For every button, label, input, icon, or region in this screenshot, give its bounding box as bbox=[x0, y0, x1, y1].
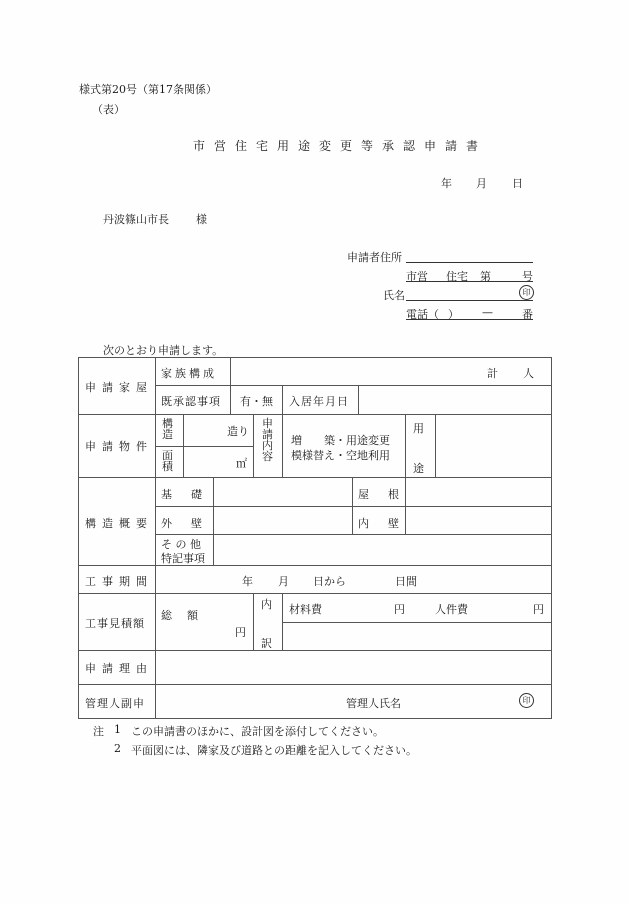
housing-municipal: 市営 bbox=[406, 270, 428, 283]
date-month: 月 bbox=[476, 177, 487, 190]
applicant-address-label: 申請者住所 bbox=[347, 251, 402, 264]
period-label: 工事期間 bbox=[85, 575, 153, 588]
note-1-num: 1 bbox=[114, 723, 121, 736]
labor-label: 人件費 bbox=[435, 603, 468, 616]
use-field[interactable] bbox=[436, 415, 551, 477]
intro-text: 次のとおり申請します。 bbox=[103, 344, 224, 357]
foundation-label: 基 礎 bbox=[161, 488, 206, 501]
phone-ban: 番 bbox=[522, 308, 533, 321]
applicant-address-field[interactable] bbox=[406, 249, 533, 263]
note-2-num: 2 bbox=[114, 742, 121, 755]
other-line1: そ の 他 bbox=[161, 538, 201, 551]
labor-yen: 円 bbox=[533, 603, 544, 616]
interior-wall-label: 内 壁 bbox=[358, 517, 403, 530]
note-2-text: 平面図には、隣家及び道路との距離を記入してください。 bbox=[131, 744, 417, 757]
area-unit: ㎡ bbox=[236, 457, 247, 470]
roof-label: 屋 根 bbox=[358, 488, 403, 501]
family-field[interactable] bbox=[231, 358, 551, 385]
note-1-text: この申請書のほかに、設計図を添付してください。 bbox=[131, 725, 384, 738]
breakdown-top: 内 bbox=[261, 598, 272, 611]
other-line2: 特記事項 bbox=[161, 552, 205, 565]
manager-name-label: 管理人氏名 bbox=[346, 697, 401, 710]
structure-overview-label: 構造概要 bbox=[85, 517, 153, 530]
family-label: 家族構成 bbox=[161, 367, 217, 380]
move-in-label: 入居年月日 bbox=[289, 395, 349, 408]
applicant-name-field[interactable] bbox=[406, 285, 533, 301]
breakdown-bottom: 訳 bbox=[261, 637, 272, 650]
move-in-field[interactable] bbox=[359, 386, 551, 414]
content-line2[interactable]: 模様替え・空地利用 bbox=[291, 449, 390, 462]
foundation-field[interactable] bbox=[214, 478, 352, 506]
total-field[interactable] bbox=[156, 594, 253, 650]
phone-label: 電話（ bbox=[406, 308, 439, 321]
date-day: 日 bbox=[512, 177, 523, 190]
total-yen: 円 bbox=[235, 626, 246, 639]
prior-value[interactable]: 有・無 bbox=[240, 395, 273, 408]
family-unit: 人 bbox=[523, 367, 534, 380]
phone-dash: — bbox=[482, 306, 493, 319]
exterior-wall-label: 外 壁 bbox=[161, 517, 206, 530]
structure-label: 構造 bbox=[162, 417, 173, 441]
housing-go: 号 bbox=[522, 270, 533, 283]
area-label: 面積 bbox=[162, 449, 173, 473]
breakdown-extra-field[interactable] bbox=[283, 623, 551, 650]
property-label: 申請物件 bbox=[85, 440, 153, 453]
content-label: 申請内容 bbox=[262, 417, 273, 463]
content-line1[interactable]: 増 築・用途変更 bbox=[291, 434, 390, 447]
exterior-wall-field[interactable] bbox=[214, 507, 352, 534]
phone-field[interactable] bbox=[406, 306, 533, 320]
use-label-top: 用 bbox=[413, 422, 424, 435]
form-side: （表） bbox=[92, 103, 125, 116]
form-number: 様式第20号（第17条関係） bbox=[79, 83, 217, 96]
reason-field[interactable] bbox=[156, 651, 551, 684]
applicant-name-label: 氏名 bbox=[383, 289, 405, 302]
seal-icon: 印 bbox=[519, 285, 534, 300]
housing-label: 住宅 bbox=[446, 270, 468, 283]
notes-prefix: 注 bbox=[93, 725, 104, 738]
period-month: 月 bbox=[278, 575, 289, 588]
family-total: 計 bbox=[487, 367, 498, 380]
reason-label: 申請理由 bbox=[85, 662, 153, 675]
structure-suffix: 造り bbox=[227, 425, 249, 438]
honorific: 様 bbox=[196, 213, 207, 226]
page-title: 市営住宅用途変更等承認申請書 bbox=[193, 139, 488, 153]
total-label: 総 額 bbox=[161, 609, 200, 622]
interior-wall-field[interactable] bbox=[406, 507, 551, 534]
phone-close: ） bbox=[448, 308, 459, 321]
period-days: 日間 bbox=[395, 575, 417, 588]
prior-label: 既承認事項 bbox=[161, 395, 221, 408]
period-from: 日から bbox=[313, 575, 346, 588]
housing-number-field[interactable] bbox=[406, 268, 533, 282]
housing-no: 第 bbox=[480, 270, 491, 283]
manager-seal-icon: 印 bbox=[519, 693, 534, 708]
other-field[interactable] bbox=[214, 535, 551, 565]
estimate-label: 工事見積額 bbox=[85, 617, 145, 630]
addressee: 丹波篠山市長 bbox=[103, 213, 169, 226]
manager-label: 管理人副申 bbox=[85, 697, 145, 710]
breakdown-field[interactable] bbox=[283, 594, 551, 622]
period-year: 年 bbox=[242, 575, 253, 588]
roof-field[interactable] bbox=[406, 478, 551, 506]
period-field[interactable] bbox=[156, 566, 551, 593]
use-label-bottom: 途 bbox=[413, 462, 424, 475]
material-yen: 円 bbox=[394, 603, 405, 616]
house-label: 申請家屋 bbox=[85, 381, 153, 394]
material-label: 材料費 bbox=[289, 603, 322, 616]
date-year: 年 bbox=[441, 177, 452, 190]
